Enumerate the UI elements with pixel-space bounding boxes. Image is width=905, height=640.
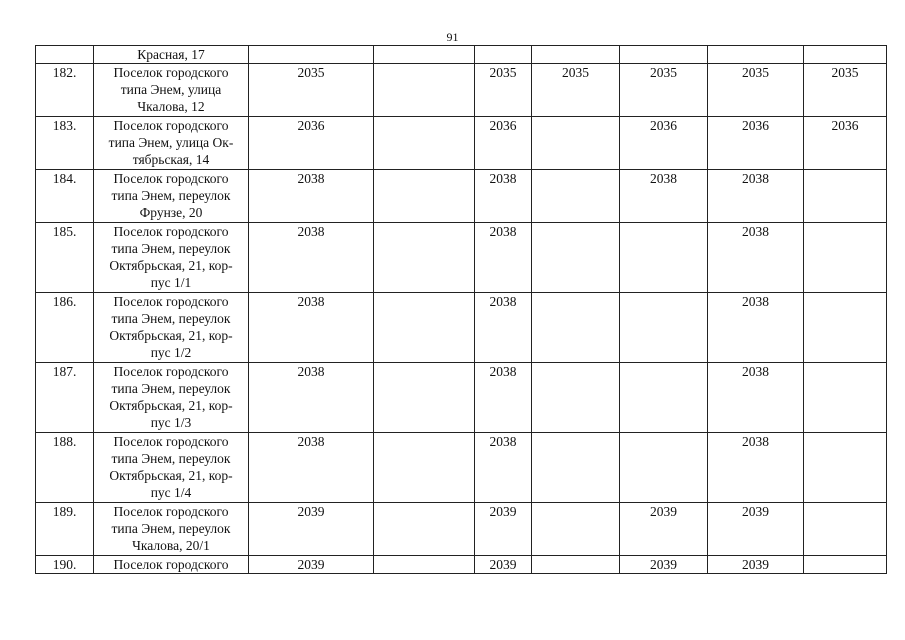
year-value-cell: 2038	[620, 170, 708, 223]
year-value-cell: 2035	[475, 64, 532, 117]
address-cell: Поселок городского типа Энем, улица Ок- тябрьская, 14	[94, 117, 249, 170]
address-cell: Поселок городского типа Энем, переулок Октябрьская, 21, кор- пус 1/4	[94, 433, 249, 503]
year-value-cell: 2039	[475, 503, 532, 556]
year-value-cell	[532, 556, 620, 574]
year-value-cell	[374, 433, 475, 503]
row-number-cell: 189.	[36, 503, 94, 556]
row-number-cell: 188.	[36, 433, 94, 503]
year-value-cell: 2038	[475, 170, 532, 223]
year-value-cell	[374, 503, 475, 556]
row-number-cell	[36, 46, 94, 64]
address-cell: Красная, 17	[94, 46, 249, 64]
year-value-cell: 2039	[249, 503, 374, 556]
table-row	[36, 503, 887, 556]
year-value-cell	[374, 117, 475, 170]
year-value-cell	[804, 170, 887, 223]
year-value-cell: 2038	[249, 223, 374, 293]
year-value-cell: 2038	[249, 293, 374, 363]
table-row	[36, 556, 887, 574]
year-value-cell	[620, 433, 708, 503]
year-value-cell: 2038	[708, 223, 804, 293]
year-value-cell: 2035	[708, 64, 804, 117]
table-row	[36, 46, 887, 64]
table-row	[36, 293, 887, 363]
year-value-cell: 2036	[249, 117, 374, 170]
address-cell: Поселок городского типа Энем, переулок Чкалова, 20/1	[94, 503, 249, 556]
year-value-cell	[620, 223, 708, 293]
year-value-cell: 2038	[475, 223, 532, 293]
value-cell	[804, 46, 887, 64]
value-cell	[475, 46, 532, 64]
year-value-cell	[374, 223, 475, 293]
table-row	[36, 170, 887, 223]
address-cell: Поселок городского	[94, 556, 249, 574]
year-value-cell	[804, 433, 887, 503]
year-value-cell: 2035	[532, 64, 620, 117]
year-value-cell: 2038	[475, 433, 532, 503]
year-value-cell	[374, 64, 475, 117]
year-value-cell: 2038	[708, 363, 804, 433]
year-value-cell: 2036	[475, 117, 532, 170]
year-value-cell: 2035	[249, 64, 374, 117]
year-value-cell	[532, 293, 620, 363]
value-cell	[249, 46, 374, 64]
year-value-cell: 2038	[249, 170, 374, 223]
table-row	[36, 223, 887, 293]
year-value-cell	[804, 223, 887, 293]
year-value-cell: 2038	[475, 363, 532, 433]
year-value-cell	[374, 170, 475, 223]
value-cell	[620, 46, 708, 64]
year-value-cell: 2038	[249, 433, 374, 503]
year-value-cell: 2036	[708, 117, 804, 170]
value-cell	[532, 46, 620, 64]
year-value-cell	[804, 293, 887, 363]
row-number-cell: 185.	[36, 223, 94, 293]
year-value-cell: 2039	[475, 556, 532, 574]
year-value-cell: 2038	[708, 170, 804, 223]
value-cell	[374, 46, 475, 64]
year-value-cell	[374, 556, 475, 574]
row-number-cell: 190.	[36, 556, 94, 574]
table-body	[36, 46, 887, 574]
year-value-cell: 2038	[708, 293, 804, 363]
year-value-cell	[532, 433, 620, 503]
row-number-cell: 187.	[36, 363, 94, 433]
table-row	[36, 117, 887, 170]
address-cell: Поселок городского типа Энем, улица Чкалова, 12	[94, 64, 249, 117]
year-value-cell: 2035	[620, 64, 708, 117]
year-value-cell: 2038	[708, 433, 804, 503]
year-value-cell	[620, 293, 708, 363]
table-row	[36, 363, 887, 433]
year-value-cell: 2036	[620, 117, 708, 170]
year-value-cell: 2039	[249, 556, 374, 574]
year-value-cell	[532, 117, 620, 170]
year-value-cell: 2039	[620, 556, 708, 574]
row-number-cell: 186.	[36, 293, 94, 363]
year-value-cell: 2038	[475, 293, 532, 363]
row-number-cell: 184.	[36, 170, 94, 223]
address-cell: Поселок городского типа Энем, переулок Октябрьская, 21, кор- пус 1/1	[94, 223, 249, 293]
row-number-cell: 183.	[36, 117, 94, 170]
page-number: 91	[446, 30, 459, 44]
address-cell: Поселок городского типа Энем, переулок Октябрьская, 21, кор- пус 1/2	[94, 293, 249, 363]
address-cell: Поселок городского типа Энем, переулок Октябрьская, 21, кор- пус 1/3	[94, 363, 249, 433]
year-value-cell	[804, 363, 887, 433]
year-value-cell: 2039	[708, 503, 804, 556]
value-cell	[708, 46, 804, 64]
year-value-cell: 2039	[708, 556, 804, 574]
schedule-table	[35, 45, 887, 574]
year-value-cell	[532, 223, 620, 293]
year-value-cell	[532, 363, 620, 433]
year-value-cell	[804, 556, 887, 574]
year-value-cell: 2035	[804, 64, 887, 117]
year-value-cell: 2038	[249, 363, 374, 433]
table-row	[36, 64, 887, 117]
year-value-cell	[532, 503, 620, 556]
year-value-cell	[804, 503, 887, 556]
year-value-cell: 2036	[804, 117, 887, 170]
year-value-cell	[532, 170, 620, 223]
row-number-cell: 182.	[36, 64, 94, 117]
year-value-cell	[374, 363, 475, 433]
year-value-cell	[620, 363, 708, 433]
table-row	[36, 433, 887, 503]
address-cell: Поселок городского типа Энем, переулок Фрунзе, 20	[94, 170, 249, 223]
year-value-cell	[374, 293, 475, 363]
year-value-cell: 2039	[620, 503, 708, 556]
